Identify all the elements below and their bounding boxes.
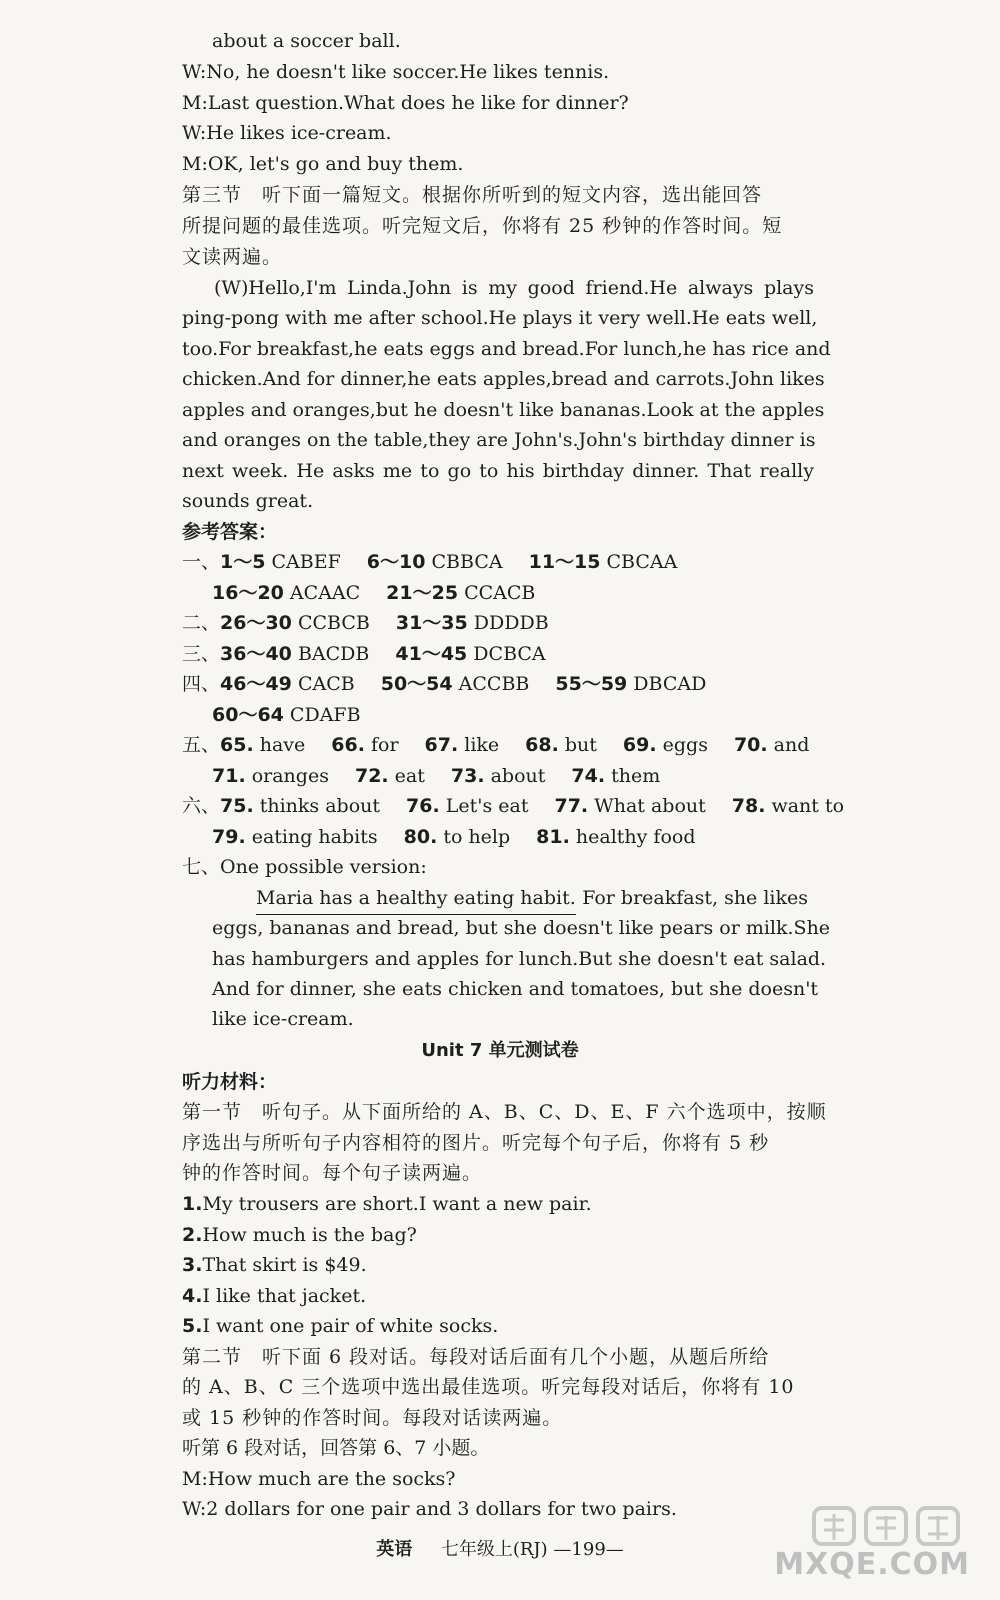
answer-group	[451, 765, 546, 787]
watermark-text: MXQE.COM	[774, 1547, 970, 1582]
essay-line: And for dinner, she eats chicken and tomatoes, but she doesn't	[212, 978, 819, 1000]
section-number: 四、	[182, 673, 221, 695]
answer-group	[331, 734, 398, 756]
dialogue-line: W:2 dollars for one pair and 3 dollars for two pairs.	[182, 1498, 677, 1520]
question-range: 6～10	[366, 551, 426, 573]
section-instruction: 序选出与所听句子内容相符的图片。听完每个句子后，你将有 5 秒	[182, 1132, 770, 1154]
essay-line	[256, 883, 808, 915]
answer-value: ACCBB	[452, 673, 530, 695]
dialogue-line: M:OK, let's go and buy them.	[182, 153, 464, 175]
answer-group	[212, 582, 360, 604]
answers-heading: 参考答案：	[182, 521, 278, 543]
answer-group	[536, 826, 695, 848]
unit-title: Unit 7 单元测试卷	[421, 1040, 579, 1061]
answer-group	[734, 734, 809, 756]
page-number: —199—	[553, 1539, 624, 1560]
sentence-number: 3.	[182, 1254, 203, 1276]
answer-value: healthy food	[569, 826, 696, 848]
passage-line: next week. He asks me to go to his birthday dinner. That really	[182, 460, 814, 482]
answer-value: Let's eat	[439, 795, 529, 817]
answer-row	[182, 669, 732, 699]
section-instruction: 文读两遍。	[182, 246, 283, 268]
answer-group	[404, 826, 511, 848]
question-range: 77.	[554, 795, 589, 817]
question-range: 1～5	[220, 551, 266, 573]
answer-value: CACB	[291, 673, 355, 695]
answer-row	[212, 822, 722, 852]
question-range: 75.	[220, 795, 254, 817]
answer-group	[220, 673, 355, 695]
answer-group	[555, 673, 706, 695]
section-number: 二、	[182, 612, 221, 634]
answer-value: and	[767, 734, 810, 756]
answer-group	[386, 582, 535, 604]
answer-value: ACAAC	[283, 582, 361, 604]
sentence-number: 1.	[182, 1193, 203, 1215]
sentence-text: That skirt is $49.	[202, 1254, 367, 1276]
answer-value: thinks about	[253, 795, 381, 817]
section-instruction: 或 15 秒钟的作答时间。每段对话读两遍。	[182, 1407, 563, 1429]
answer-value: CBBCA	[425, 551, 503, 573]
question-range: 80.	[403, 826, 438, 848]
section-number: 三、	[182, 643, 221, 665]
question-range: 70.	[733, 734, 768, 756]
text-line: about a soccer ball.	[212, 30, 401, 52]
footer-subject: 英语	[376, 1539, 413, 1560]
essay-line: eggs, bananas and bread, but she doesn't like pears or milk.She	[212, 917, 831, 939]
question-range: 74.	[571, 765, 606, 787]
sentence-text: I want one pair of white socks.	[202, 1315, 499, 1337]
watermark-logo-icon	[812, 1504, 962, 1548]
question-range: 31～35	[395, 612, 468, 634]
answer-group	[220, 643, 369, 665]
passage-line: chicken.And for dinner,he eats apples,bread and carrots.John likes	[182, 368, 825, 390]
answer-row	[182, 547, 703, 577]
sentence-number: 2.	[182, 1223, 203, 1246]
dialogue-line: W:He likes ice-cream.	[182, 122, 392, 144]
question-range: 21～25	[386, 582, 459, 604]
answer-row	[182, 791, 870, 821]
question-range: 60～64	[212, 704, 284, 726]
answer-value: to help	[437, 826, 511, 848]
essay-line: like ice-cream.	[212, 1008, 354, 1030]
passage-line: apples and oranges,but he doesn't like bananas.Look at the apples	[182, 399, 825, 421]
question-range: 16～20	[212, 582, 284, 604]
answer-value: CABEF	[265, 551, 341, 573]
answer-value: them	[605, 765, 661, 787]
listening-sentence	[182, 1311, 498, 1341]
answer-group	[571, 765, 660, 787]
answer-value: CCACB	[458, 582, 536, 604]
answer-row	[212, 761, 686, 791]
dialogue-line: M:Last question.What does he like for dinner?	[182, 92, 629, 114]
answer-group	[396, 612, 549, 634]
question-range: 72.	[354, 765, 389, 787]
answer-value: oranges	[245, 765, 329, 787]
section-instruction: 第二节 听下面 6 段对话。每段对话后面有几个小题，从题后所给	[182, 1346, 770, 1368]
dialogue-line: W:No, he doesn't like soccer.He likes tennis.	[182, 61, 610, 83]
answer-value: have	[253, 734, 306, 756]
section-instruction: 钟的作答时间。每个句子读两遍。	[182, 1162, 483, 1184]
answer-group	[529, 551, 678, 573]
listening-sentence	[182, 1220, 417, 1250]
answer-value: want to	[765, 795, 845, 817]
answer-group	[220, 612, 370, 634]
question-range: 81.	[536, 826, 570, 848]
footer-grade: 七年级上(RJ)	[440, 1539, 548, 1560]
passage-line: sounds great.	[182, 490, 314, 512]
section-number: 五、	[182, 734, 221, 756]
section-instruction: 第三节 听下面一篇短文。根据你所听到的短文内容，选出能回答	[182, 184, 763, 206]
question-range: 79.	[212, 826, 246, 848]
question-range: 67.	[424, 734, 459, 756]
section-instruction: 的 A、B、C 三个选项中选出最佳选项。听完每段对话后，你将有 10	[182, 1376, 795, 1398]
answer-value: CCBCB	[291, 612, 370, 634]
answer-group	[406, 795, 528, 817]
question-range: 68.	[525, 734, 559, 756]
answer-group	[367, 551, 503, 573]
sentence-text: I like that jacket.	[202, 1284, 367, 1307]
answer-group	[212, 704, 361, 726]
answer-group	[355, 765, 425, 787]
passage-line: (W)Hello,I'm Linda.John is my good friend.He always plays	[214, 277, 814, 299]
answer-group	[554, 795, 705, 817]
answer-value: DDDDB	[467, 612, 549, 634]
listening-heading: 听力材料：	[182, 1071, 278, 1093]
answer-group	[425, 734, 500, 756]
answer-value: eggs	[656, 734, 708, 756]
passage-line: too.For breakfast,he eats eggs and bread.For lunch,he has rice and	[182, 338, 831, 360]
instruction-line: 听第 6 段对话，回答第 6、7 小题。	[182, 1437, 490, 1459]
answer-group	[220, 795, 380, 817]
answer-row	[212, 578, 561, 608]
passage-line: and oranges on the table,they are John's.John's birthday dinner is	[182, 429, 816, 451]
answer-value: BACDB	[291, 643, 370, 665]
dialogue-line: M:How much are the socks?	[182, 1468, 456, 1490]
sentence-text: How much is the bag?	[202, 1223, 417, 1246]
listening-sentence	[182, 1281, 366, 1311]
answer-row	[182, 608, 575, 638]
section-instruction: 第一节 听句子。从下面所给的 A、B、C、D、E、F 六个选项中，按顺	[182, 1101, 827, 1123]
question-range: 46～49	[220, 673, 292, 695]
question-range: 41～45	[395, 643, 468, 665]
underlined-topic-sentence: Maria has a healthy eating habit.	[256, 883, 576, 915]
answer-row	[182, 639, 572, 669]
answer-group	[525, 734, 597, 756]
section-instruction: 所提问题的最佳选项。听完短文后，你将有 25 秒钟的作答时间。短	[182, 215, 783, 237]
question-range: 36～40	[220, 643, 292, 665]
answer-value: for	[364, 734, 399, 756]
question-range: 55～59	[555, 673, 628, 695]
question-range: 11～15	[528, 551, 601, 573]
question-range: 50～54	[380, 673, 453, 695]
question-range: 69.	[622, 734, 657, 756]
listening-sentence	[182, 1189, 592, 1219]
answer-row	[182, 730, 835, 760]
section-number: 一、	[182, 551, 221, 573]
watermark	[774, 1504, 978, 1586]
answer-value: DCBCA	[467, 643, 546, 665]
answer-group	[220, 551, 341, 573]
answer-value: like	[458, 734, 500, 756]
sentence-number: 4.	[182, 1284, 203, 1307]
answer-value: CBCAA	[600, 551, 678, 573]
answer-group	[732, 795, 844, 817]
writing-heading: 七、One possible version:	[182, 856, 427, 878]
question-range: 66.	[331, 734, 365, 756]
answer-group	[212, 826, 378, 848]
answer-value: CDAFB	[283, 704, 361, 726]
question-range: 65.	[220, 734, 254, 756]
question-range: 26～30	[220, 612, 292, 634]
section-number: 六、	[182, 795, 221, 817]
sentence-number: 5.	[182, 1315, 203, 1337]
question-range: 78.	[731, 795, 766, 817]
answer-group	[212, 765, 329, 787]
answer-value: eating habits	[245, 826, 378, 848]
sentence-text: My trousers are short.I want a new pair.	[202, 1193, 592, 1215]
answer-group	[395, 643, 545, 665]
essay-text: For breakfast, she likes	[582, 887, 808, 909]
listening-sentence	[182, 1250, 367, 1280]
answer-value: but	[558, 734, 597, 756]
answer-group	[381, 673, 530, 695]
question-range: 71.	[212, 765, 246, 787]
answer-row	[212, 700, 387, 730]
essay-line: has hamburgers and apples for lunch.But she doesn't eat salad.	[212, 948, 827, 970]
answer-value: What about	[588, 795, 706, 817]
answer-value: DBCAD	[627, 673, 707, 695]
question-range: 76.	[406, 795, 440, 817]
answer-value: eat	[388, 765, 425, 787]
answer-value: about	[484, 765, 546, 787]
answer-group	[220, 734, 305, 756]
question-range: 73.	[450, 765, 485, 787]
answer-group	[623, 734, 708, 756]
passage-line: ping-pong with me after school.He plays it very well.He eats well,	[182, 307, 818, 329]
